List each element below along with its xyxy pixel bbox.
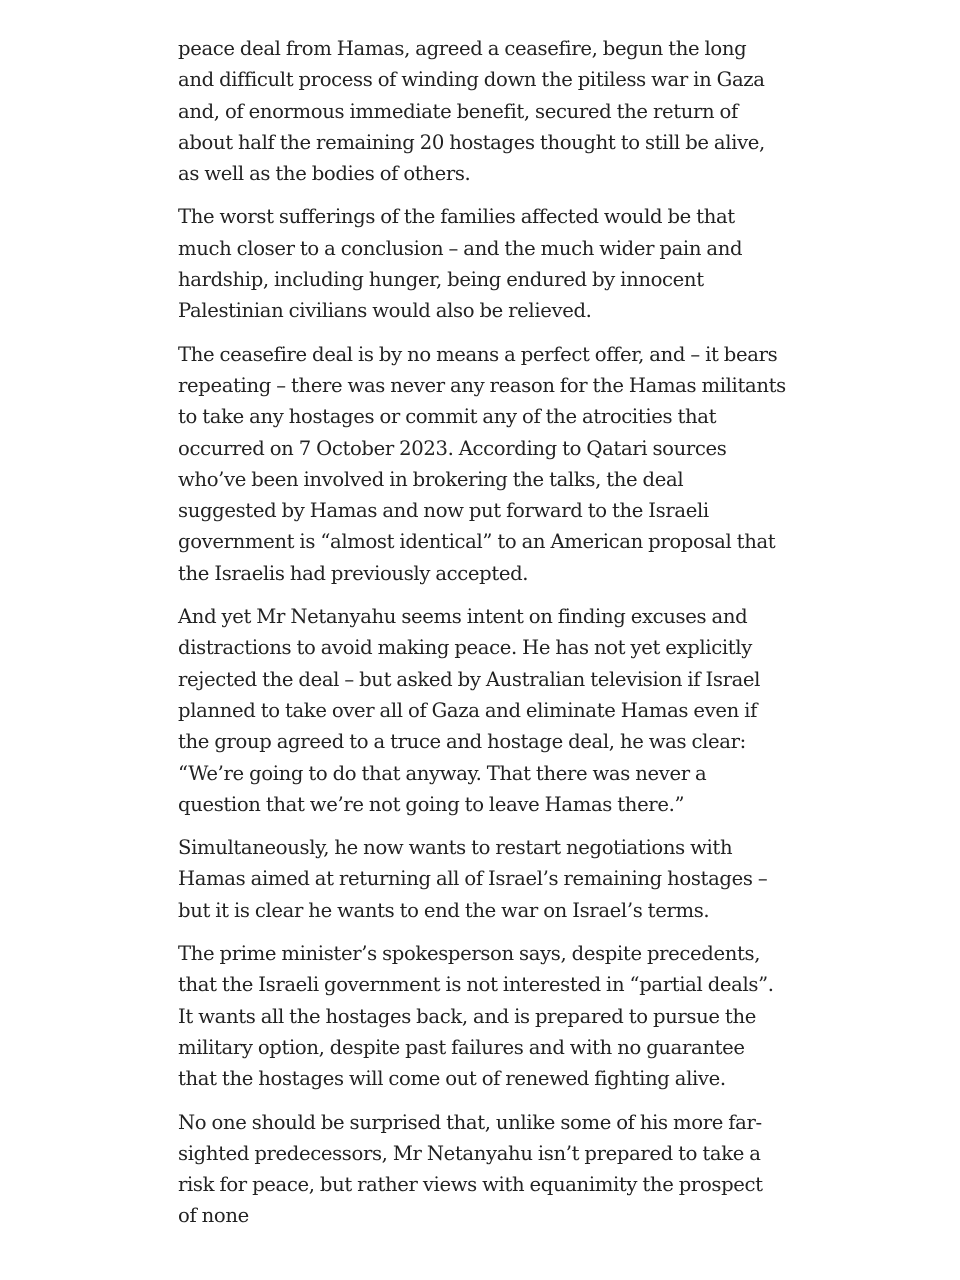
article-paragraph: The ceasefire deal is by no means a perfect offer, and – it bears repeating – there was never any reason for the Hamas militants to take any hostages or commit any of the atrocities that occurred on 7 October 2023. According to Qatari sources who’ve been involved in brokering the talks, the deal suggested by Hamas and now put forward to the Israeli government is “almost identical” to an American proposal that the Israelis had previously accepted. (178, 342, 786, 585)
article-body (178, 33, 786, 1244)
article-paragraph: peace deal from Hamas, agreed a ceasefire, begun the long and difficult process of winding down the pitiless war in Gaza and, of enormous immediate benefit, secured the return of about half the remaining 20 hostages thought to still be alive, as well as the bodies of others. (178, 37, 765, 186)
article-paragraph: No one should be surprised that, unlike some of his more far-sighted predecessors, Mr Netanyahu isn’t prepared to take a risk for peace, but rather views with equanimity the prospect of none (178, 1110, 763, 1228)
article-paragraph: The prime minister’s spokesperson says, despite precedents, that the Israeli government is not interested in “partial deals”. It wants all the hostages back, and is prepared to pursue the military option, despite past failures and with no guarantee that the hostages will come out of renewed fighting alive. (178, 942, 774, 1091)
article-paragraph: The worst sufferings of the families affected would be that much closer to a conclusion – and the much wider pain and hardship, including hunger, being endured by innocent Palestinian civilians would also be relieved. (178, 205, 743, 323)
article-paragraph: Simultaneously, he now wants to restart negotiations with Hamas aimed at returning all of Israel’s remaining hostages – but it is clear he wants to end the war on Israel’s terms. (178, 836, 768, 922)
article-paragraph: And yet Mr Netanyahu seems intent on finding excuses and distractions to avoid making peace. He has not yet explicitly rejected the deal – but asked by Australian television if Israel planned to take over all of Gaza and eliminate Hamas even if the group agreed to a truce and hostage deal, he was clear: “We’re going to do that anyway. That there was never a question that we’re not going to leave Hamas there.” (178, 605, 761, 816)
